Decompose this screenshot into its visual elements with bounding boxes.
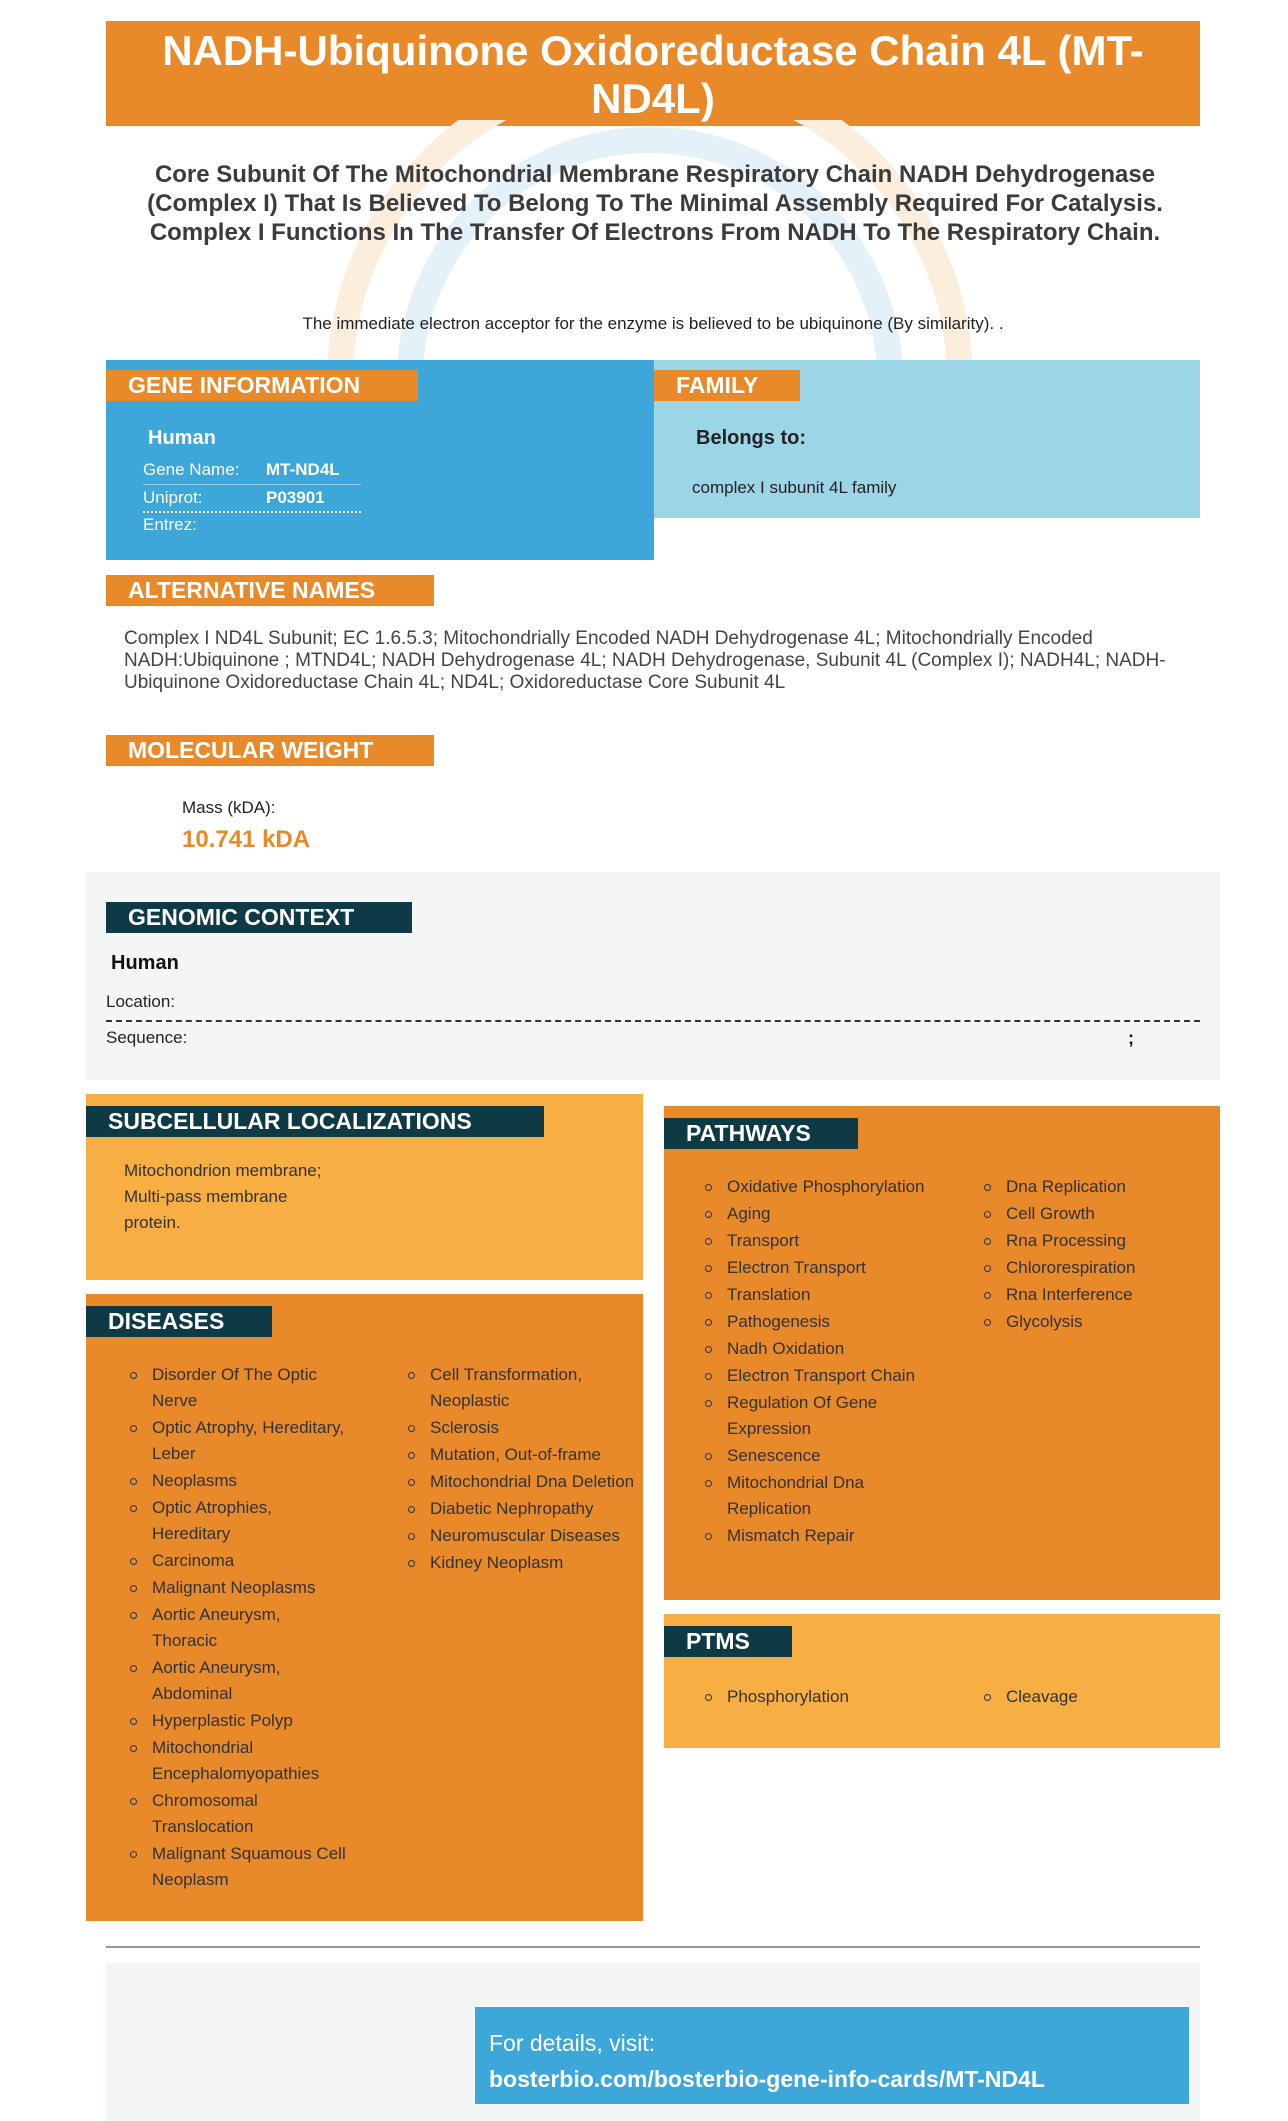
entrez-label: Entrez: xyxy=(143,515,197,534)
molecular-weight-header: MOLECULAR WEIGHT xyxy=(106,735,434,766)
page-title: NADH-Ubiquinone Oxidoreductase Chain 4L (MT-ND4L) xyxy=(106,21,1200,126)
uniprot-value[interactable]: P03901 xyxy=(266,488,325,507)
disease-item: Optic Atrophies, Hereditary xyxy=(127,1495,347,1547)
family-text: complex I subunit 4L family xyxy=(692,478,897,497)
disease-item: Mutation, Out-of-frame xyxy=(405,1442,635,1468)
ptms-list-left xyxy=(702,1684,952,1711)
watermark-logo xyxy=(320,120,980,380)
disease-item: Kidney Neoplasm xyxy=(405,1550,635,1576)
pathway-item: Mitochondrial Dna Replication xyxy=(702,1470,952,1522)
family-header: FAMILY xyxy=(654,370,800,401)
gene-name-label: Gene Name: xyxy=(143,460,240,479)
disease-item: Hyperplastic Polyp xyxy=(127,1708,347,1734)
pathway-item: Pathogenesis xyxy=(702,1309,952,1335)
disease-item: Aortic Aneurysm, Abdominal xyxy=(127,1655,347,1707)
pathway-item: Cell Growth xyxy=(981,1201,1211,1227)
disease-item: Diabetic Nephropathy xyxy=(405,1496,635,1522)
dashed-divider xyxy=(106,1020,1200,1022)
pathway-item: Aging xyxy=(702,1201,952,1227)
disease-item: Neuromuscular Diseases xyxy=(405,1523,635,1549)
uniprot-label: Uniprot: xyxy=(143,488,203,507)
disease-item: Malignant Neoplasms xyxy=(127,1575,347,1601)
pathways-header: PATHWAYS xyxy=(664,1118,858,1149)
footer-divider xyxy=(106,1946,1200,1948)
gene-information-header: GENE INFORMATION xyxy=(106,370,418,401)
pathway-item: Electron Transport Chain xyxy=(702,1363,952,1389)
disease-item: Disorder Of The Optic Nerve xyxy=(127,1362,347,1414)
diseases-list-right xyxy=(405,1362,635,1577)
genomic-context-header: GENOMIC CONTEXT xyxy=(106,902,412,933)
pathway-item: Dna Replication xyxy=(981,1174,1211,1200)
gene-name-value: MT-ND4L xyxy=(266,460,340,479)
diseases-header: DISEASES xyxy=(86,1306,272,1337)
pathway-item: Mismatch Repair xyxy=(702,1523,952,1549)
protein-description: Core Subunit Of The Mitochondrial Membrane Respiratory Chain NADH Dehydrogenase (Complex I) That Is Believed To Belong To The Minimal Assembly Required For Catalysis. Complex I Functions In The Transfer Of Electrons From NADH To The Respiratory Chain. xyxy=(147,161,1163,246)
details-label: For details, visit: xyxy=(489,2030,656,2056)
ptm-item: Cleavage xyxy=(981,1684,1211,1710)
disease-item: Sclerosis xyxy=(405,1415,635,1441)
disease-item: Chromosomal Translocation xyxy=(127,1788,347,1840)
pathway-item: Rna Interference xyxy=(981,1282,1211,1308)
ptm-item: Phosphorylation xyxy=(702,1684,952,1710)
pathway-item: Rna Processing xyxy=(981,1228,1211,1254)
pathways-list-left xyxy=(702,1174,952,1550)
disease-item: Mitochondrial Encephalomyopathies xyxy=(127,1735,347,1787)
pathway-item: Transport xyxy=(702,1228,952,1254)
disease-item: Malignant Squamous Cell Neoplasm xyxy=(127,1841,347,1893)
disease-item: Carcinoma xyxy=(127,1548,347,1574)
disease-item: Mitochondrial Dna Deletion xyxy=(405,1469,635,1495)
disease-item: Optic Atrophy, Hereditary, Leber xyxy=(127,1415,347,1467)
subcellular-text: Mitochondrion membrane; Multi-pass membrane protein. xyxy=(124,1161,322,1232)
mass-label: Mass (kDA): xyxy=(182,798,276,817)
disease-item: Aortic Aneurysm, Thoracic xyxy=(127,1602,347,1654)
details-url-link[interactable]: bosterbio.com/bosterbio-gene-info-cards/MT-ND4L xyxy=(489,2066,1045,2092)
genomic-species: Human xyxy=(111,952,179,974)
pathway-item: Electron Transport xyxy=(702,1255,952,1281)
pathway-item: Oxidative Phosphorylation xyxy=(702,1174,952,1200)
entrez-row xyxy=(143,512,361,540)
location-label: Location: xyxy=(106,992,175,1011)
pathway-item: Glycolysis xyxy=(981,1309,1211,1335)
pathway-item: Senescence xyxy=(702,1443,952,1469)
alternative-names-text: Complex I ND4L Subunit; EC 1.6.5.3; Mitochondrially Encoded NADH Dehydrogenase 4L; Mitochondrially Encoded NADH:Ubiquinone ; MTND4L; NADH Dehydrogenase 4L; NADH Dehydrogenase, Subunit 4L (Complex I); NADH4L; NADH-Ubiquinone Oxidoreductase Chain 4L; ND4L; Oxidoreductase Core Subunit 4L xyxy=(124,628,1166,693)
belongs-to-label: Belongs to: xyxy=(696,427,806,449)
gene-name-row xyxy=(143,457,361,485)
pathway-item: Chlororespiration xyxy=(981,1255,1211,1281)
mass-value: 10.741 kDA xyxy=(182,826,311,853)
details-link-box[interactable] xyxy=(475,2007,1189,2104)
pathway-item: Translation xyxy=(702,1282,952,1308)
diseases-list-left xyxy=(127,1362,347,1894)
gene-species: Human xyxy=(148,427,216,449)
pathway-item: Nadh Oxidation xyxy=(702,1336,952,1362)
pathway-item: Regulation Of Gene Expression xyxy=(702,1390,952,1442)
uniprot-row xyxy=(143,485,361,513)
function-summary: The immediate electron acceptor for the enzyme is believed to be ubiquinone (By similarity). . xyxy=(302,314,1004,333)
subcellular-header: SUBCELLULAR LOCALIZATIONS xyxy=(86,1106,544,1137)
alternative-names-header: ALTERNATIVE NAMES xyxy=(106,575,434,606)
ptms-header: PTMS xyxy=(664,1626,792,1657)
sequence-label: Sequence: xyxy=(106,1028,188,1047)
disease-item: Cell Transformation, Neoplastic xyxy=(405,1362,635,1414)
ptms-list-right xyxy=(981,1684,1211,1711)
pathways-list-right xyxy=(981,1174,1211,1336)
disease-item: Neoplasms xyxy=(127,1468,347,1494)
sequence-end: ; xyxy=(1128,1028,1134,1048)
